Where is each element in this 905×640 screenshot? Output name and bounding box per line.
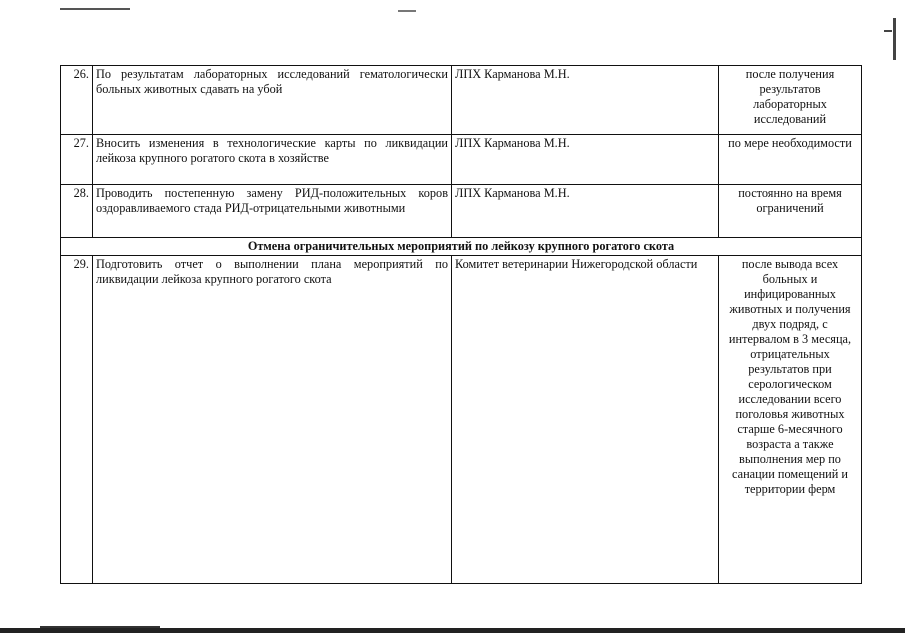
executor-cell: ЛПХ Карманова М.Н. (452, 185, 719, 238)
measures-table (60, 65, 862, 584)
table-row (61, 135, 862, 185)
measure-cell: Проводить постепенную замену РИД-положительных коров оздоравливаемого стада РИД-отрицательными животными (93, 185, 452, 238)
scan-artifact-top-small (398, 10, 416, 12)
row-number: 26. (61, 66, 93, 135)
scan-artifact-right (893, 18, 896, 60)
table-row (61, 66, 862, 135)
measure-cell: Подготовить отчет о выполнении плана мероприятий по ликвидации лейкоза крупного рогатого скота (93, 256, 452, 584)
row-number: 28. (61, 185, 93, 238)
measure-cell: По результатам лабораторных исследований гематологически больных животных сдавать на убой (93, 66, 452, 135)
term-cell: постоянно на время ограничений (719, 185, 862, 238)
executor-cell: Комитет ветеринарии Нижегородской области (452, 256, 719, 584)
executor-cell: ЛПХ Карманова М.Н. (452, 135, 719, 185)
scan-artifact-bottom-border (0, 628, 905, 633)
row-number: 29. (61, 256, 93, 584)
section-header-row (61, 238, 862, 256)
scan-artifact-top (60, 8, 130, 10)
table-row (61, 256, 862, 584)
term-cell: по мере необходимости (719, 135, 862, 185)
term-cell: после вывода всех больных и инфицированных животных и получения двух подряд, с интервалом в 3 месяца, отрицательных результатов при серологическом исследовании всего поголовья животных старше 6-месячного возраста а также выполнения мер по санации помещений и территории ферм (719, 256, 862, 584)
measure-cell: Вносить изменения в технологические карты по ликвидации лейкоза крупного рогатого скота в хозяйстве (93, 135, 452, 185)
executor-cell: ЛПХ Карманова М.Н. (452, 66, 719, 135)
scan-artifact-right-tick (884, 30, 892, 32)
row-number: 27. (61, 135, 93, 185)
term-cell: после получения результатов лабораторных исследований (719, 66, 862, 135)
section-title: Отмена ограничительных мероприятий по лейкозу крупного рогатого скота (61, 238, 862, 256)
table-row (61, 185, 862, 238)
